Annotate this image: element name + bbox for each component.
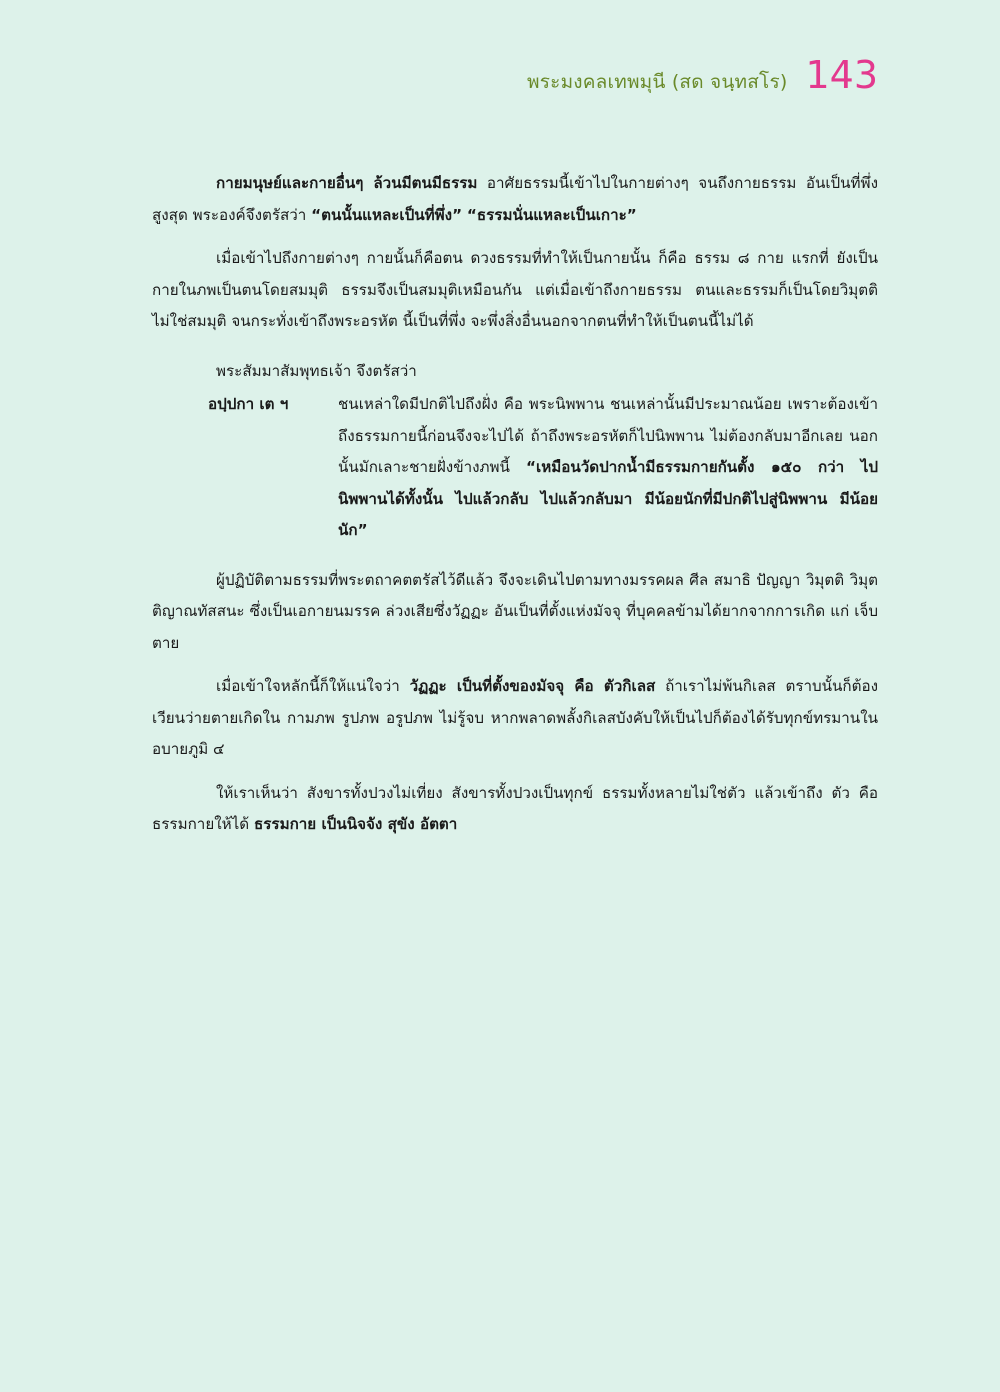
paragraph-1: [152, 168, 878, 231]
bold-phrase: ธรรมกาย เป็นนิจจัง สุขัง อัตตา: [253, 815, 458, 833]
paragraph-3: ผู้ปฏิบัติตามธรรมที่พระตถาคตตรัสไว้ดีแล้ว จึงจะเดินไปตามทางมรรคผล ศีล สมาธิ ปัญญา วิมุตติ วิมุตติญาณทัสสนะ ซึ่งเป็นเอกายนมรรค ล่วงเสียซึ่งวัฏฏะ อันเป็นที่ตั้งแห่งมัจจุ ที่บุคคลข้ามได้ยากจากการเกิด แก่ เจ็บ ตาย: [152, 570, 878, 652]
verse-intro: พระสัมมาสัมพุทธเจ้า จึงตรัสว่า: [216, 361, 417, 380]
verse-text: [338, 389, 878, 547]
bold-phrase: กายมนุษย์และกายอื่นๆ ล้วนมีตนมีธรรม: [216, 174, 478, 192]
text-run: ให้เราเห็นว่า สังขารทั้งปวงไม่เที่ยง สังขารทั้งปวงเป็นทุกข์ ธรรมทั้งหลายไม่ใช่ตัว แล้วเข้าถึง ตัว คือธรรมกายให้ได้: [152, 783, 878, 833]
paragraph-5: [152, 778, 878, 841]
paragraph-2: เมื่อเข้าไปถึงกายต่างๆ กายนั้นก็คือตน ดวงธรรมที่ทำให้เป็นกายนั้น ก็คือ ธรรม ๘ กาย แรกที่ ยังเป็นกายในภพเป็นตนโดยสมมุติ ธรรมจึงเป็นสมมุติเหมือนกัน แต่เมื่อเข้าถึงกายธรรม ตนและธรรมก็เป็นโดยวิมุตติ ไม่ใช่สมมุติ จนกระทั่งเข้าถึงพระอรหัต นี้เป็นที่พึ่ง จะพึ่งสิ่งอื่นนอกจากตนที่ทำให้เป็นตนนี้ไม่ได้: [152, 249, 878, 330]
text-run: เมื่อเข้าใจหลักนี้ก็ให้แน่ใจว่า: [216, 677, 410, 695]
paragraph-4: [152, 671, 878, 766]
verse-block: [152, 389, 878, 547]
text-run: ถ้าเราไม่พ้นกิเลส ตราบนั้นก็ต้องเวียนว่ายตายเกิดใน กามภพ รูปภพ อรูปภพ ไม่รู้จบ หากพลาดพลั้งกิเลสบังคับให้เป็นไปก็ต้องได้รับทุกข์ทรมานในอบายภูมิ ๔: [152, 677, 879, 758]
bold-quote: “เหมือนวัดปากน้ำมีธรรมกายกันตั้ง ๑๕๐ กว่า ไปนิพพานได้ทั้งนั้น ไปแล้วกลับ ไปแล้วกลับมา มีน้อยนักที่มีปกติไปสู่นิพพาน มีน้อยนัก”: [338, 458, 879, 539]
bold-quote: “ตนนั้นแหละเป็นที่พึ่ง”: [311, 205, 463, 224]
page-body: [152, 168, 878, 853]
verse-label: อปฺปกา เต ฯ: [208, 395, 289, 413]
page-number: 143: [805, 53, 878, 97]
bold-phrase: วัฏฏะ เป็นที่ตั้งของมัจจุ คือ ตัวกิเลส: [409, 677, 656, 695]
text-run: อาศัยธรรมนี้เข้าไปในกายต่างๆ จนถึงกายธรรม อันเป็นที่พึ่งสูงสุด พระองค์จึงตรัสว่า: [152, 174, 878, 224]
running-header-title: พระมงคลเทพมุนี (สด จนฺทสโร): [527, 71, 788, 93]
bold-quote: “ธรรมนั่นแหละเป็นเกาะ”: [466, 205, 637, 224]
page-header: [527, 53, 878, 97]
text-run: ชนเหล่าใดมีปกติไปถึงฝั่ง คือ พระนิพพาน ชนเหล่านั้นมีประมาณน้อย เพราะต้องเข้าถึงธรรมกายนี้ก่อนจึงจะไปได้ ถ้าถึงพระอรหัตก็ไปนิพพาน ไม่ต้องกลับมาอีกเลย นอกนั้นมักเลาะชายฝั่งข้างภพนี้: [338, 395, 878, 476]
